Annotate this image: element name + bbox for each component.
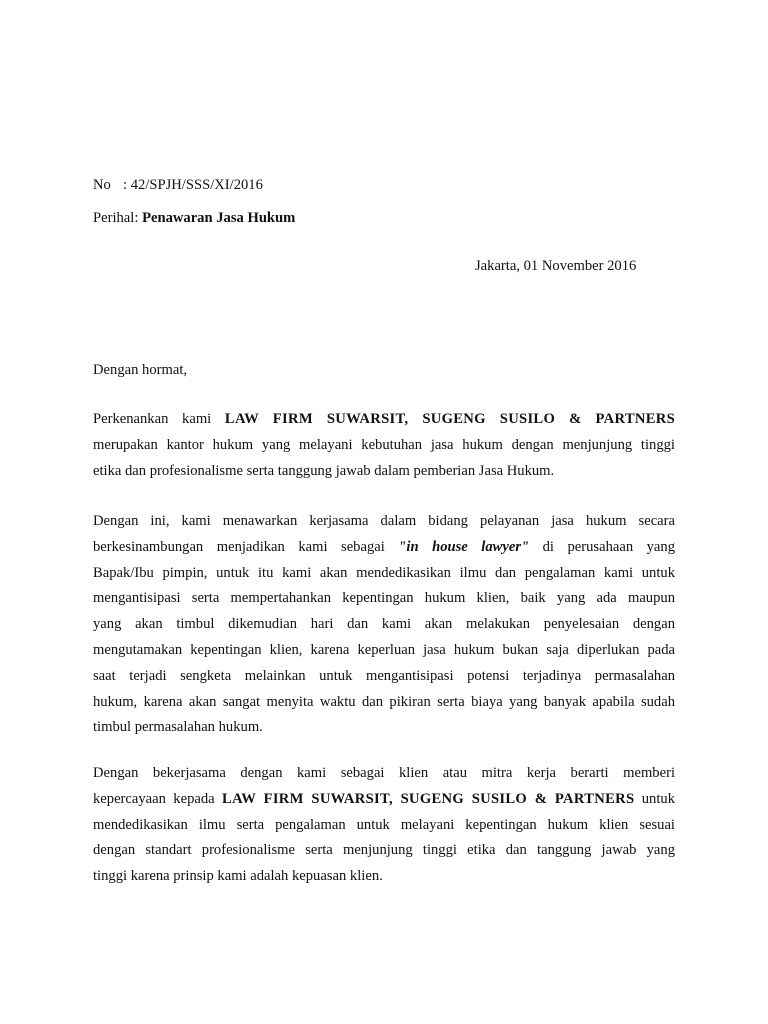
paragraph-line: Dengan ini, kami menawarkan kerjasama dalam bidang pelayanan jasa hukum secara bbox=[93, 513, 675, 529]
letter-subject bbox=[93, 210, 295, 227]
salutation: Dengan hormat, bbox=[93, 362, 188, 378]
paragraph-line: mengantisipasi serta mempertahankan kepentingan hukum klien, baik yang ada maupun bbox=[93, 590, 675, 607]
letter-subject-value: Penawaran Jasa Hukum bbox=[142, 210, 296, 226]
paragraph-line: dengan standart profesionalisme serta menjunjung tinggi etika dan tanggung jawab yang bbox=[93, 842, 675, 859]
paragraph-line: Bapak/Ibu pimpin, untuk itu kami akan mendedikasikan ilmu dan pengalaman kami untuk bbox=[93, 564, 675, 581]
text-span: di perusahaan yang bbox=[529, 538, 675, 555]
letter-date: Jakarta, 01 November 2016 bbox=[475, 258, 637, 274]
paragraph-line bbox=[93, 407, 675, 433]
paragraph-line: saat terjadi sengketa melainkan untuk mengantisipasi potensi terjadinya permasalahan bbox=[93, 667, 675, 684]
in-house-lawyer-term: "in house lawyer" bbox=[398, 538, 530, 555]
paragraph-partnership bbox=[93, 761, 675, 890]
letter-subject-label: Perihal: bbox=[93, 210, 139, 226]
paragraph-line: hukum, karena akan sangat menyita waktu dan pikiran serta biaya yang banyak apabila sudah bbox=[93, 693, 675, 710]
paragraph-line bbox=[93, 787, 675, 813]
paragraph-line: mengutamakan kepentingan klien, karena keperluan jasa hukum bukan saja diperlukan pada bbox=[93, 641, 675, 658]
letter-number-label: No bbox=[93, 177, 111, 193]
paragraph-line: etika dan profesionalisme serta tanggung jawab dalam pemberian Jasa Hukum. bbox=[93, 462, 555, 479]
paragraph-offer bbox=[93, 509, 675, 741]
paragraph-line: yang akan timbul dikemudian hari dan kami akan melakukan penyelesaian dengan bbox=[93, 616, 675, 633]
paragraph-introduction bbox=[93, 407, 675, 484]
text-span: berkesinambungan menjadikan kami sebagai bbox=[93, 538, 399, 555]
letter-number bbox=[93, 177, 263, 194]
text-span: Perkenankan kami bbox=[93, 411, 225, 427]
firm-name: LAW FIRM SUWARSIT, SUGENG SUSILO & PARTNERS bbox=[222, 790, 635, 807]
paragraph-line bbox=[93, 535, 675, 561]
firm-name: LAW FIRM SUWARSIT, SUGENG SUSILO & PARTNERS bbox=[224, 411, 675, 427]
paragraph-line: mendedikasikan ilmu serta pengalaman untuk melayani kepentingan hukum klien sesuai bbox=[93, 816, 675, 833]
text-span: untuk bbox=[634, 790, 675, 807]
text-span: kepercayaan kepada bbox=[93, 790, 223, 807]
paragraph-line: timbul permasalahan hukum. bbox=[93, 719, 263, 736]
paragraph-line: Dengan bekerjasama dengan kami sebagai klien atau mitra kerja berarti memberi bbox=[93, 765, 675, 781]
paragraph-line: tinggi karena prinsip kami adalah kepuasan klien. bbox=[93, 868, 383, 885]
letter-number-value: : 42/SPJH/SSS/XI/2016 bbox=[123, 177, 263, 193]
paragraph-line: merupakan kantor hukum yang melayani kebutuhan jasa hukum dengan menjunjung tinggi bbox=[93, 436, 675, 453]
